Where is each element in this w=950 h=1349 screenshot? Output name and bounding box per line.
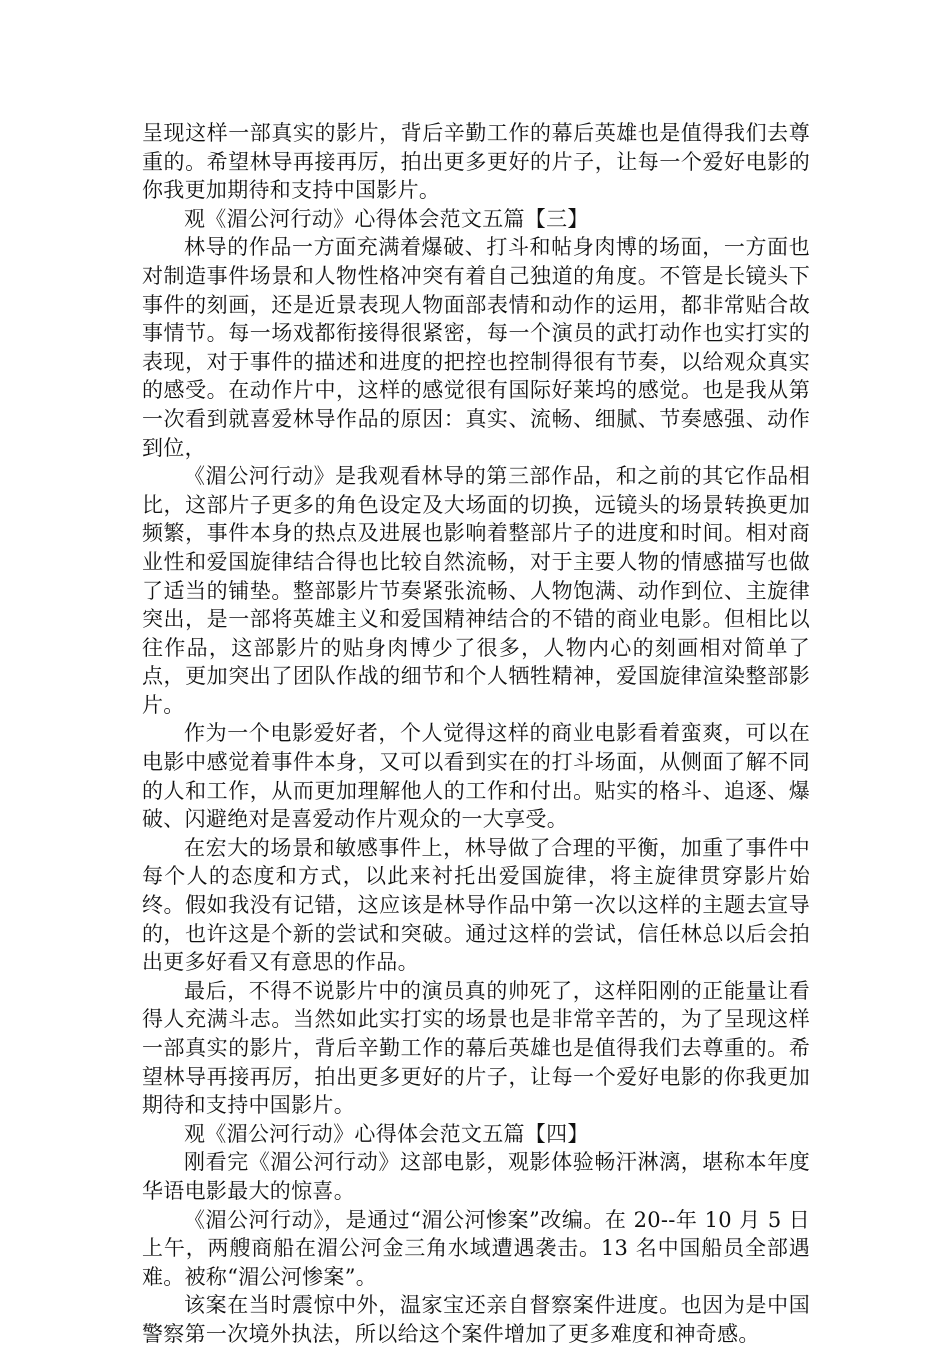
paragraph: 该案在当时震惊中外，温家宝还亲自督察案件进度。也因为是中国警察第一次境外执法，所以给这个案件增加了更多难度和神奇感。 xyxy=(142,1293,810,1346)
paragraph: 林导的作品一方面充满着爆破、打斗和帖身肉博的场面，一方面也对制造事件场景和人物性格冲突有着自己独道的角度。不管是长镜头下事件的刻画，还是近景表现人物面部表情和动作的运用，都非常贴合故事情节。每一场戏都衔接得很紧密，每一个演员的武打动作也实打实的表现，对于事件的描述和进度的把控也控制得很有节奏，以给观众真实的感受。在动作片中，这样的感觉很有国际好莱坞的感觉。也是我从第一次看到就喜爱林导作品的原因：真实、流畅、细腻、节奏感强、动作到位， xyxy=(142,235,810,460)
section-heading-three: 观《湄公河行动》心得体会范文五篇【三】 xyxy=(184,206,589,231)
paragraph: 最后，不得不说影片中的演员真的帅死了，这样阳刚的正能量让看得人充满斗志。当然如此实打实的场景也是非常辛苦的，为了呈现这样一部真实的影片，背后辛勤工作的幕后英雄也是值得我们去尊重的。希望林导再接再厉，拍出更多更好的片子，让每一个爱好电影的你我更加期待和支持中国影片。 xyxy=(142,978,810,1118)
paragraph: 在宏大的场景和敏感事件上，林导做了合理的平衡，加重了事件中每个人的态度和方式，以此来衬托出爱国旋律，将主旋律贯穿影片始终。假如我没有记错，这应该是林导作品中第一次以这样的主题去宣导的，也许这是个新的尝试和突破。通过这样的尝试，信任林总以后会拍出更多好看又有意思的作品。 xyxy=(142,835,810,975)
section-heading-four: 观《湄公河行动》心得体会范文五篇【四】 xyxy=(184,1121,589,1146)
paragraph: 《湄公河行动》是我观看林导的第三部作品，和之前的其它作品相比，这部片子更多的角色设定及大场面的切换，远镜头的场景转换更加频繁，事件本身的热点及进展也影响着整部片子的进度和时间。相对商业性和爱国旋律结合得也比较自然流畅，对于主要人物的情感描写也做了适当的铺垫。整部影片节奏紧张流畅、人物饱满、动作到位、主旋律突出，是一部将英雄主义和爱国精神结合的不错的商业电影。但相比以往作品，这部影片的贴身肉博少了很多，人物内心的刻画相对简单了点，更加突出了团队作战的细节和个人牺牲精神，爱国旋律渲染整部影片。 xyxy=(142,464,810,717)
paragraph: 作为一个电影爱好者，个人觉得这样的商业电影看着蛮爽，可以在电影中感觉着事件本身，又可以看到实在的打斗场面，从侧面了解不同的人和工作，从而更加理解他人的工作和付出。贴实的格斗、追逐、爆破、闪避绝对是喜爱动作片观众的一大享受。 xyxy=(142,721,810,832)
paragraph-continued: 呈现这样一部真实的影片，背后辛勤工作的幕后英雄也是值得我们去尊重的。希望林导再接再厉，拍出更多更好的片子，让每一个爱好电影的你我更加期待和支持中国影片。 xyxy=(142,121,810,203)
paragraph: 刚看完《湄公河行动》这部电影，观影体验畅汗淋漓，堪称本年度华语电影最大的惊喜。 xyxy=(142,1150,810,1203)
paragraph: 《湄公河行动》，是通过“湄公河惨案”改编。在 20--年 10 月 5 日上午，两艘商船在湄公河金三角水域遭遇袭击。13 名中国船员全部遇难。被称“湄公河惨案”。 xyxy=(142,1207,810,1289)
document-body xyxy=(142,119,810,1349)
